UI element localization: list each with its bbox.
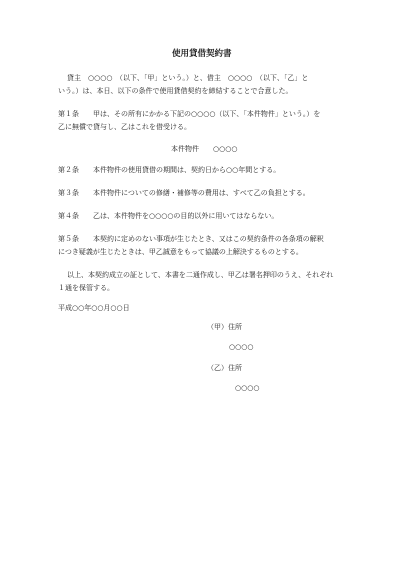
party-b-label: （乙）住所: [207, 364, 242, 372]
party-a-name: ○○○○: [229, 343, 254, 351]
closing-line-2: １通を保管する。: [58, 284, 114, 292]
document-title: 使用貸借契約書: [172, 49, 232, 59]
article-5-line-2: につき疑義が生じたときは、甲乙誠意をもって協議の上解決するものとする。: [58, 248, 303, 256]
article-2: 第２条 本件物件の使用貸借の期間は、契約日から○○年間とする。: [58, 166, 281, 174]
party-a-label: （甲）住所: [207, 323, 242, 331]
article-5-line-1: 第５条 本契約に定めのない事項が生じたとき、又はこの契約条件の各条項の解釈: [58, 235, 324, 243]
preamble-line-2: いう。）は、本日、以下の条件で使用貸借契約を締結することで合意した。: [58, 87, 293, 95]
article-1-line-1: 第１条 甲は、その所有にかかる下記の○○○○（以下、「本件物件」という。）を: [58, 110, 321, 118]
party-b-name: ○○○○: [235, 384, 260, 392]
contract-date: 平成○○年○○月○○日: [58, 304, 130, 312]
preamble-line-1: 貸主 ○○○○ （以下、「甲」という。）と、借主 ○○○○ （以下、「乙」と: [67, 74, 309, 82]
closing-line-1: 以上、本契約成立の証として、本書を二通作成し、甲乙は署名押印のうえ、それぞれ: [67, 271, 334, 279]
item-line: 本件物件 ○○○○: [171, 145, 238, 153]
article-1-line-2: 乙に無償で貸与し、乙はこれを借受ける。: [58, 123, 191, 131]
article-3: 第３条 本件物件についての修繕・補修等の費用は、すべて乙の負担とする。: [58, 189, 310, 197]
article-4: 第４条 乙は、本件物件を○○○○の目的以外に用いてはならない。: [58, 212, 279, 220]
